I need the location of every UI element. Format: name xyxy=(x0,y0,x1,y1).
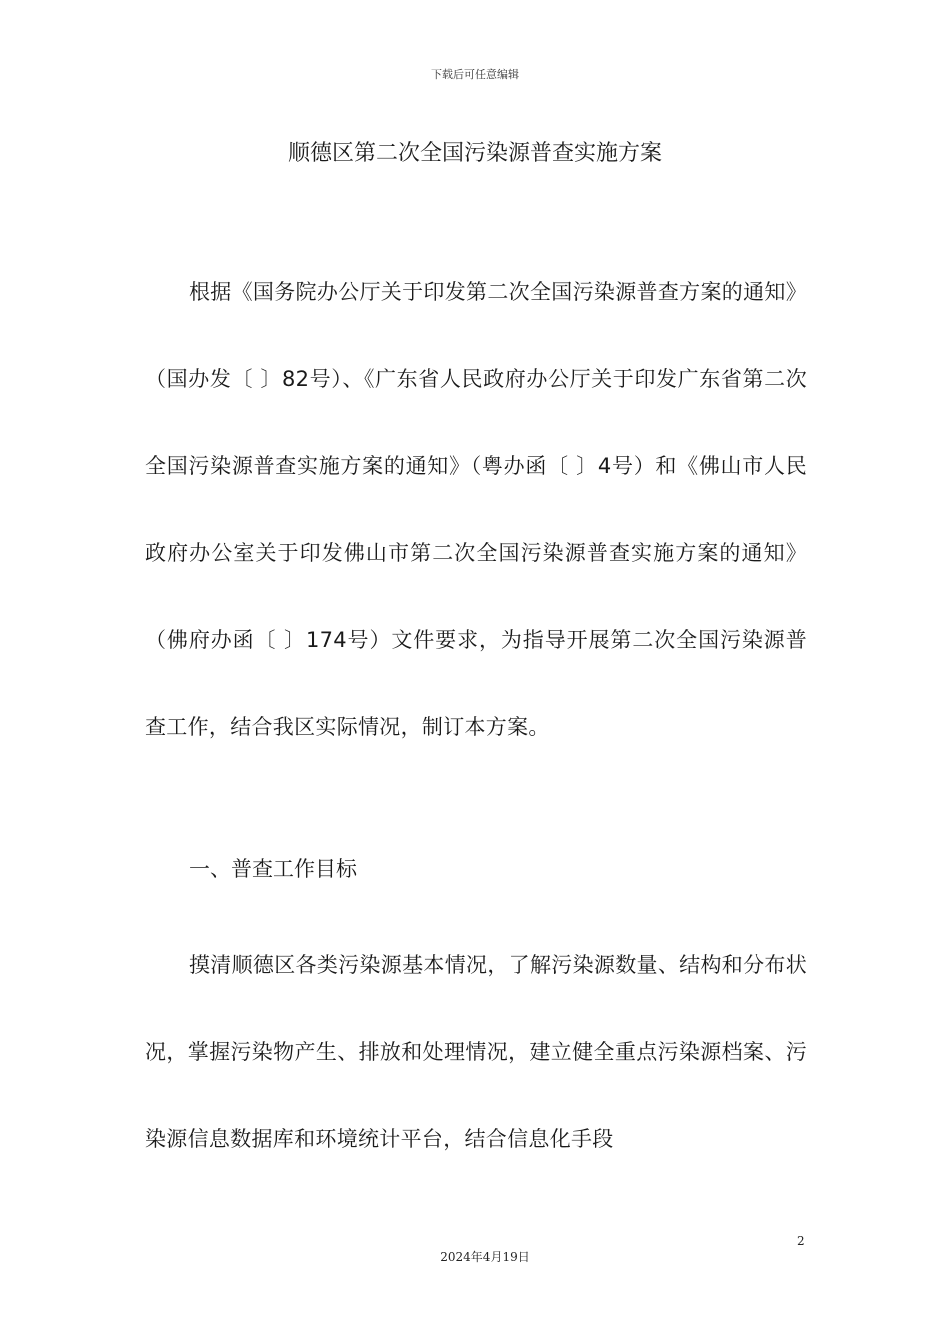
document-title: 顺德区第二次全国污染源普查实施方案 xyxy=(287,141,662,166)
goal-section xyxy=(145,922,807,1183)
goal-paragraph: 摸清顺德区各类污染源基本情况，了解污染源数量、结构和分布状况，掌握污染物产生、排放和处理情况，建立健全重点污染源档案、污染源信息数据库和环境统计平台，结合信息化手段 xyxy=(145,953,807,1151)
section-heading: 一、普查工作目标 xyxy=(189,857,357,881)
intro-section xyxy=(145,249,807,771)
footer-date: 2024年4月19日 xyxy=(440,1250,530,1264)
page-number: 2 xyxy=(797,1234,805,1248)
header-note: 下载后可任意编辑 xyxy=(431,68,519,81)
intro-paragraph: 根据《国务院办公厅关于印发第二次全国污染源普查方案的通知》（国办发〔 〕82号）、《广东省人民政府办公厅关于印发广东省第二次全国污染源普查实施方案的通知》（粤办函〔 〕4号）和《佛山市人民政府办公室关于印发佛山市第二次全国污染源普查实施方案的通知》（佛府办函〔 〕174号）文件要求，为指导开展第二次全国污染源普查工作，结合我区实际情况，制订本方案。 xyxy=(145,280,807,739)
